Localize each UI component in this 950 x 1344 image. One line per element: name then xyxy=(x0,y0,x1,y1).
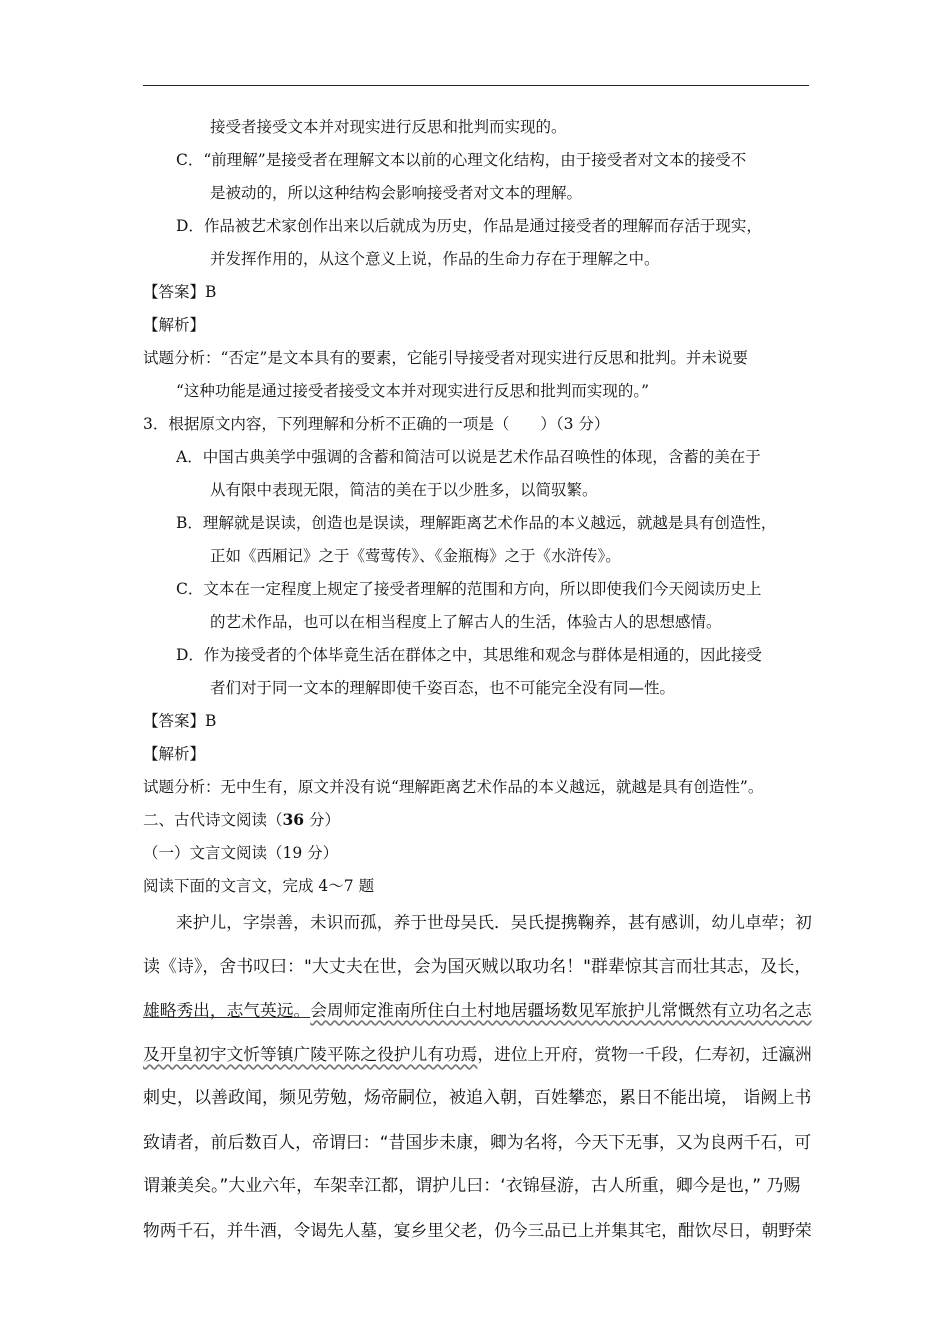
passage-wavy-sentence-part2: 及开皇初宇文忻等镇广陵平陈之役护儿有功焉 xyxy=(143,1044,478,1064)
passage-wavy-sentence-part1: 会周师定淮南所住白土村地居疆场数见军旅护儿常慨然有立功名之志 xyxy=(310,1000,812,1020)
q2-option-c-line2: 是被动的，所以这种结构会影响接受者对文本的理解。 xyxy=(210,184,583,202)
q3-option-b-line2: 正如《西厢记》之于《莺莺传》、《金瓶梅》之于《水浒传》。 xyxy=(210,547,621,565)
passage-line-1: 来护儿，字崇善，未识而孤，养于世母吴氏．吴氏提携鞠养，甚有感训，幼儿卓荦；初 xyxy=(176,912,812,932)
q3-answer: 【答案】B xyxy=(143,712,217,730)
q3-option-a-line1: A．中国古典美学中强调的含蓄和简洁可以说是艺术作品召唤性的体现，含蓄的美在于 xyxy=(176,448,761,466)
q2-answer: 【答案】B xyxy=(143,283,217,301)
q2-analysis-label: 【解析】 xyxy=(143,316,206,334)
passage-line-4 xyxy=(143,1042,812,1066)
q3-analysis-label: 【解析】 xyxy=(143,745,206,763)
q2-option-c-line1: C．“前理解”是接受者在理解文本以前的心理文化结构，由于接受者对文本的接受不 xyxy=(176,151,747,169)
passage-underlined-phrase: 雄略秀出，志气英远。 xyxy=(143,1000,311,1020)
section2-heading-pre: 二、古代诗文阅读（ xyxy=(143,811,283,829)
passage-line-7: 谓兼美矣。”大业六年，车架幸江都，谓护儿曰：‘衣锦昼游，古人所重，卿今是也，” 乃赐 xyxy=(143,1176,801,1196)
q3-option-c-line1: C．文本在一定程度上规定了接受者理解的范围和方向，所以即使我们今天阅读历史上 xyxy=(176,580,762,598)
q3-option-b-line1: B．理解就是误读，创造也是误读，理解距离艺术作品的本义越远，就越是具有创造性， xyxy=(176,514,777,532)
q2-option-b-continuation: 接受者接受文本并对现实进行反思和批判而实现的。 xyxy=(210,118,567,136)
section2-heading-post: 分） xyxy=(304,811,341,829)
passage-line-3 xyxy=(143,998,812,1022)
header-rule xyxy=(143,85,809,86)
passage-line-5: 刺史，以善政闻，频见劳勉，炀帝嗣位，被追入朝，百姓攀恋，累日不能出境， 诣阙上书 xyxy=(143,1088,812,1108)
q2-analysis-line2: “这种功能是通过接受者接受文本并对现实进行反思和批判而实现的。” xyxy=(176,382,650,400)
section2-heading-points: 36 xyxy=(282,810,305,829)
q3-stem: 3．根据原文内容，下列理解和分析不正确的一项是（ ）（3 分） xyxy=(143,415,610,433)
passage-line-4-rest: ，进位上开府，赏物一千段，仁寿初，迁瀛洲 xyxy=(477,1044,812,1064)
q3-option-a-line2: 从有限中表现无限，简洁的美在于以少胜多，以简驭繁。 xyxy=(210,481,598,499)
passage-line-8: 物两千石，并牛酒，令谒先人墓，宴乡里父老，仍今三品已上并集其宅，酣饮尽日，朝野荣 xyxy=(143,1220,812,1240)
q2-analysis-line1: 试题分析：“否定”是文本具有的要素，它能引导接受者对现实进行反思和批判。并未说要 xyxy=(143,349,748,367)
section2-heading xyxy=(143,810,340,830)
q2-option-d-line1: D．作品被艺术家创作出来以后就成为历史，作品是通过接受者的理解而存活于现实， xyxy=(176,217,762,235)
q3-option-c-line2: 的艺术作品，也可以在相当程度上了解古人的生活，体验古人的思想感情。 xyxy=(210,613,722,631)
q2-option-d-line2: 并发挥作用的，从这个意义上说，作品的生命力存在于理解之中。 xyxy=(210,250,660,268)
passage-line-6: 致请者，前后数百人，帝谓曰：“昔国步未康，卿为名将，今天下无事，又为良两千石，可 xyxy=(143,1132,812,1152)
q3-option-d-line1: D．作为接受者的个体毕竟生活在群体之中，其思维和观念与群体是相通的，因此接受 xyxy=(176,646,762,664)
q3-option-d-line2: 者们对于同一文本的理解即使千姿百态，也不可能完全没有同—性。 xyxy=(210,679,676,697)
section2-subheading: （一）文言文阅读（19 分） xyxy=(143,844,339,862)
passage-line-2: 读《诗》，舍书叹曰："大丈夫在世，会为国灭贼以取功名！"群辈惊其言而壮其志，及长， xyxy=(143,956,812,976)
section2-instruction: 阅读下面的文言文，完成 4～7 题 xyxy=(143,877,375,895)
q3-analysis-line1: 试题分析：无中生有，原文并没有说“理解距离艺术作品的本义越远，就越是具有创造性”。 xyxy=(143,778,764,796)
